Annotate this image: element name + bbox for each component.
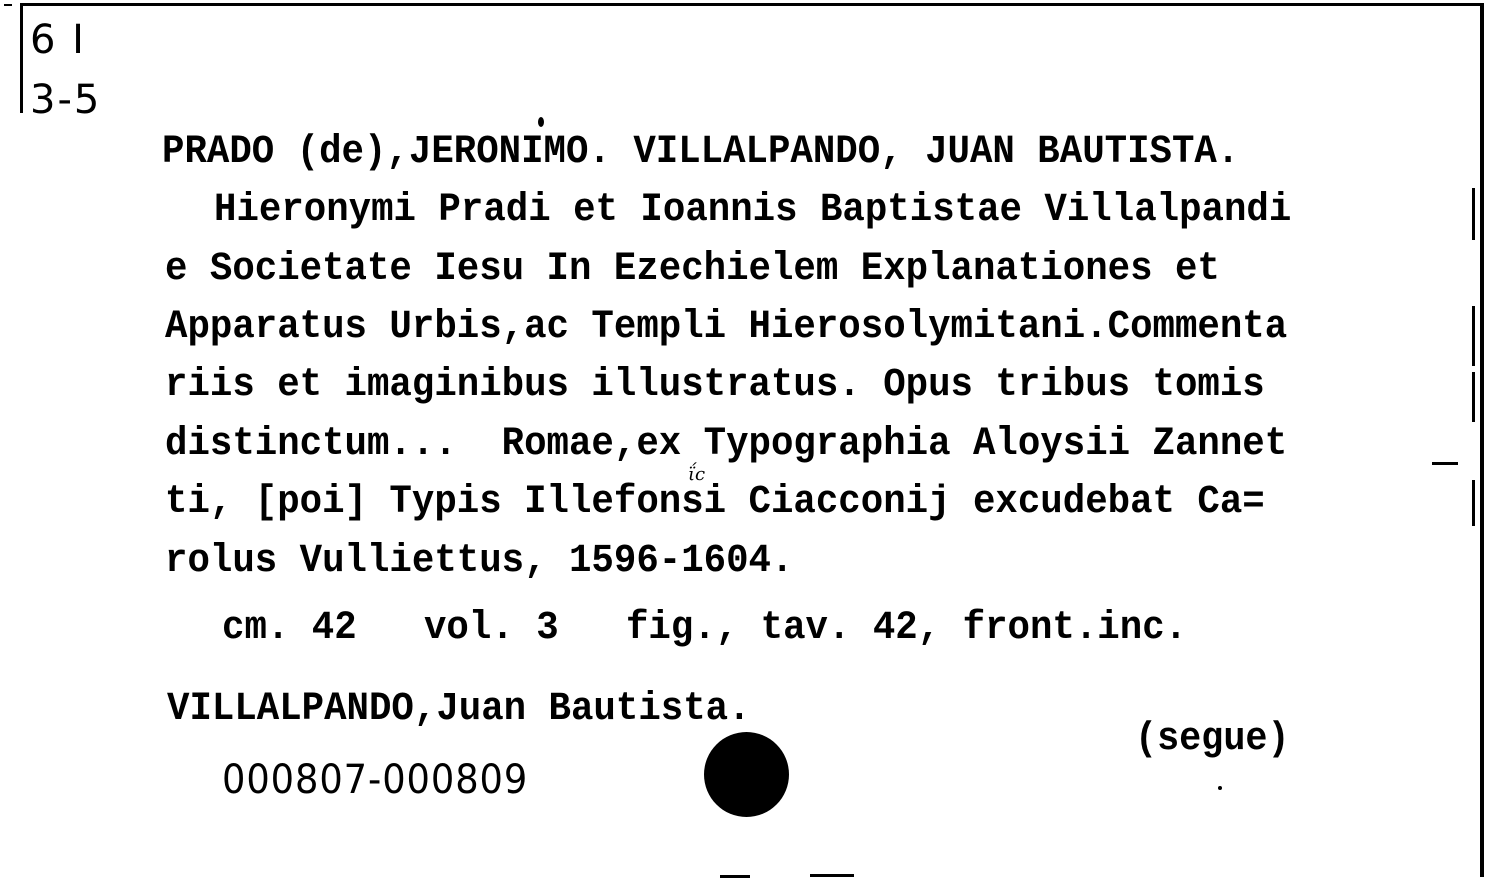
added-entry: VILLALPANDO,Juan Bautista. (167, 687, 751, 732)
title-line-2: e Societate Iesu In Ezechielem Explanationes et (165, 247, 1220, 292)
card-right-edge (1480, 3, 1484, 877)
handwritten-correction: ΐc (688, 464, 706, 485)
accent-mark (538, 117, 544, 127)
correction-underline (1432, 462, 1458, 465)
margin-mark (1472, 480, 1475, 526)
card-top-edge (22, 3, 1481, 6)
imprint-line-6: ti, [poi] Typis Illefonsi Ciacconij excudebat Ca= (165, 480, 1265, 525)
margin-mark (1472, 372, 1475, 422)
bottom-edge-mark (720, 875, 750, 878)
title-line-4: riis et imaginibus illustratus. Opus tribus tomis (165, 363, 1265, 408)
title-line-3: Apparatus Urbis,ac Templi Hierosolymitani.Commenta (165, 305, 1288, 350)
corner-mark (4, 4, 12, 6)
imprint-line-7: rolus Vulliettus, 1596-1604. (165, 539, 794, 584)
shelfmark-line-1: 6 I (30, 17, 86, 63)
card-left-edge (20, 3, 23, 113)
margin-mark (1472, 188, 1475, 240)
bottom-edge-mark (810, 874, 854, 877)
title-line-5: distinctum... Romae,ex Typographia Aloysii Zannet (165, 422, 1288, 467)
margin-mark (1472, 306, 1475, 366)
collation-line: cm. 42 vol. 3 fig., tav. 42, front.inc. (222, 606, 1188, 651)
shelfmark-line-2: 3-5 (30, 77, 102, 123)
ink-speck (1218, 786, 1222, 790)
record-number: 000807-000809 (222, 757, 529, 803)
punch-hole-mark (704, 732, 789, 817)
main-heading: PRADO (de),JERONIMO. VILLALPANDO, JUAN BAUTISTA. (162, 130, 1240, 175)
continued-note: (segue) (1135, 717, 1290, 762)
title-line-1: Hieronymi Pradi et Ioannis Baptistae Villalpandi (214, 188, 1292, 233)
